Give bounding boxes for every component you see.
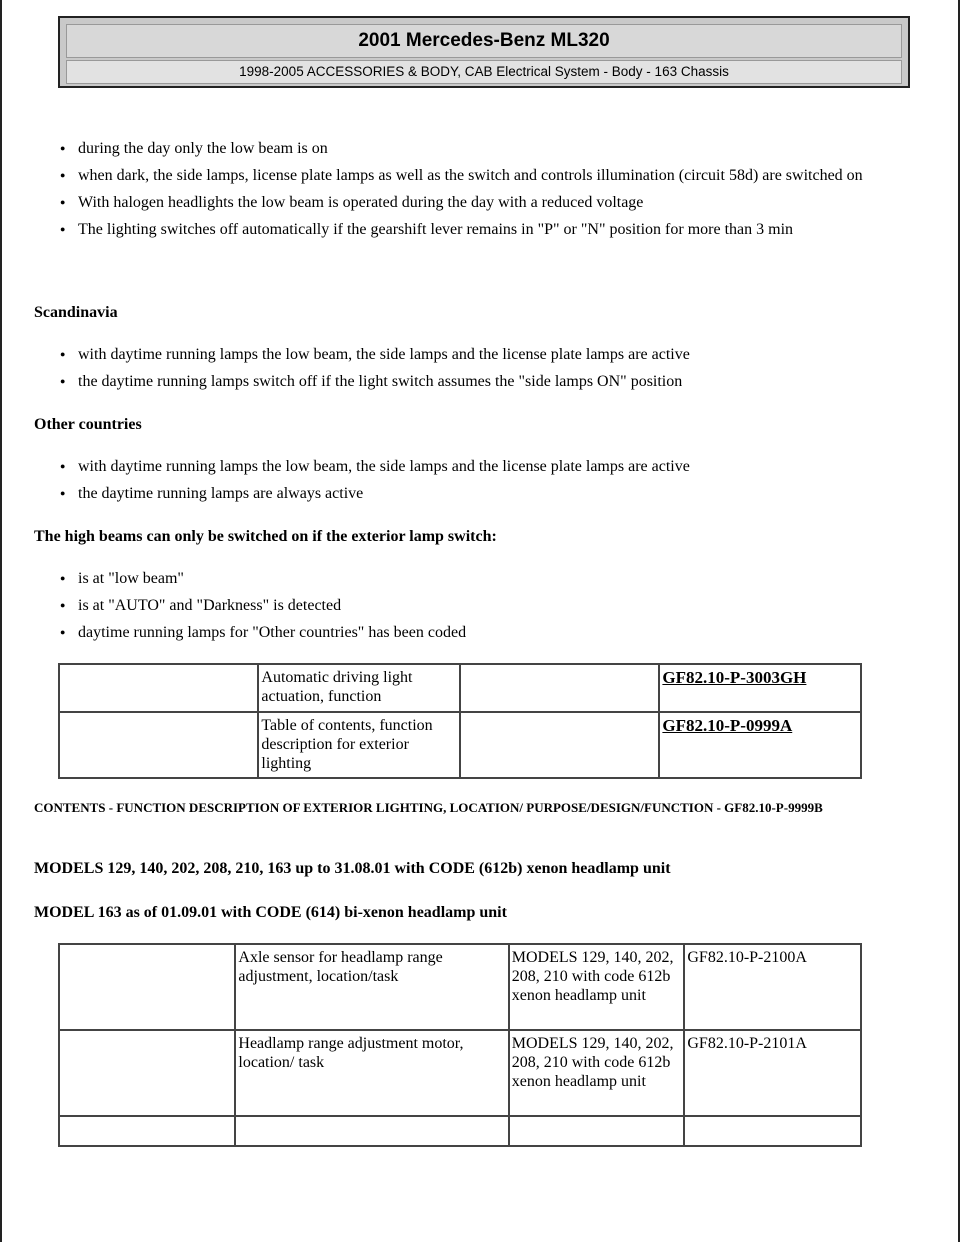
models-heading-xenon: MODELS 129, 140, 202, 208, 210, 163 up to 31.08.01 with CODE (612b) xenon headlamp unit — [34, 860, 671, 877]
table-cell — [509, 1116, 685, 1146]
section-heading-high-beams: The high beams can only be switched on if the exterior lamp switch: — [34, 528, 497, 545]
daytime-conditions-list — [60, 138, 910, 246]
other-countries-list — [60, 456, 910, 510]
list-item: ● the daytime running lamps are always active — [60, 483, 910, 504]
scandinavia-list — [60, 344, 910, 398]
table-cell — [460, 664, 659, 712]
high-beams-list — [60, 568, 910, 649]
table-cell — [59, 1116, 235, 1146]
table-row — [59, 1116, 861, 1146]
reference-link[interactable]: GF82.10-P-3003GH — [662, 668, 807, 687]
table-cell — [59, 1030, 235, 1116]
table-cell: GF82.10-P-2100A — [684, 944, 861, 1030]
table-row — [59, 1030, 861, 1116]
list-item: ● with daytime running lamps the low beam, the side lamps and the license plate lamps are active — [60, 344, 910, 365]
table-cell — [659, 664, 861, 712]
contents-heading: CONTENTS - FUNCTION DESCRIPTION OF EXTERIOR LIGHTING, LOCATION/ PURPOSE/DESIGN/FUNCTION - GF82.10-P-9999B — [34, 800, 823, 815]
table-row — [59, 944, 861, 1030]
table-cell: GF82.10-P-2101A — [684, 1030, 861, 1116]
list-item: ● is at "AUTO" and "Darkness" is detected — [60, 595, 910, 616]
list-item: ● the daytime running lamps switch off if the light switch assumes the "side lamps ON" position — [60, 371, 910, 392]
table-cell — [460, 712, 659, 778]
list-item: ● during the day only the low beam is on — [60, 138, 910, 159]
table-cell: Table of contents, function description for exterior lighting — [258, 712, 460, 778]
reference-table-1 — [58, 663, 862, 779]
table-cell — [659, 712, 861, 778]
table-cell — [684, 1116, 861, 1146]
table-cell — [59, 944, 235, 1030]
list-item: ● The lighting switches off automatically if the gearshift lever remains in "P" or "N" position for more than 3 min — [60, 219, 910, 240]
table-cell — [59, 712, 258, 778]
table-cell: MODELS 129, 140, 202, 208, 210 with code 612b xenon headlamp unit — [509, 1030, 685, 1116]
models-heading-bi-xenon: MODEL 163 as of 01.09.01 with CODE (614) bi-xenon headlamp unit — [34, 904, 507, 921]
table-cell: MODELS 129, 140, 202, 208, 210 with code 612b xenon headlamp unit — [509, 944, 685, 1030]
header-subtitle: 1998-2005 ACCESSORIES & BODY, CAB Electrical System - Body - 163 Chassis — [66, 60, 902, 84]
list-item: ● daytime running lamps for "Other countries" has been coded — [60, 622, 910, 643]
section-heading-other-countries: Other countries — [34, 416, 142, 433]
list-item: ● is at "low beam" — [60, 568, 910, 589]
table-cell — [235, 1116, 508, 1146]
table-cell: Automatic driving light actuation, function — [258, 664, 460, 712]
list-item: ● with daytime running lamps the low beam, the side lamps and the license plate lamps are active — [60, 456, 910, 477]
reference-link[interactable]: GF82.10-P-0999A — [662, 716, 793, 735]
table-cell — [59, 664, 258, 712]
table-cell: Headlamp range adjustment motor, location/ task — [235, 1030, 508, 1116]
table-row — [59, 664, 861, 712]
table-row — [59, 712, 861, 778]
table-cell: Axle sensor for headlamp range adjustment, location/task — [235, 944, 508, 1030]
document-header — [58, 16, 910, 88]
header-title: 2001 Mercedes-Benz ML320 — [66, 24, 902, 58]
list-item: ● when dark, the side lamps, license plate lamps as well as the switch and controls illumination (circuit 58d) are switched on — [60, 165, 910, 186]
section-heading-scandinavia: Scandinavia — [34, 304, 118, 321]
list-item: ● With halogen headlights the low beam is operated during the day with a reduced voltage — [60, 192, 910, 213]
reference-table-2 — [58, 943, 862, 1147]
page-border-left — [0, 0, 2, 1242]
